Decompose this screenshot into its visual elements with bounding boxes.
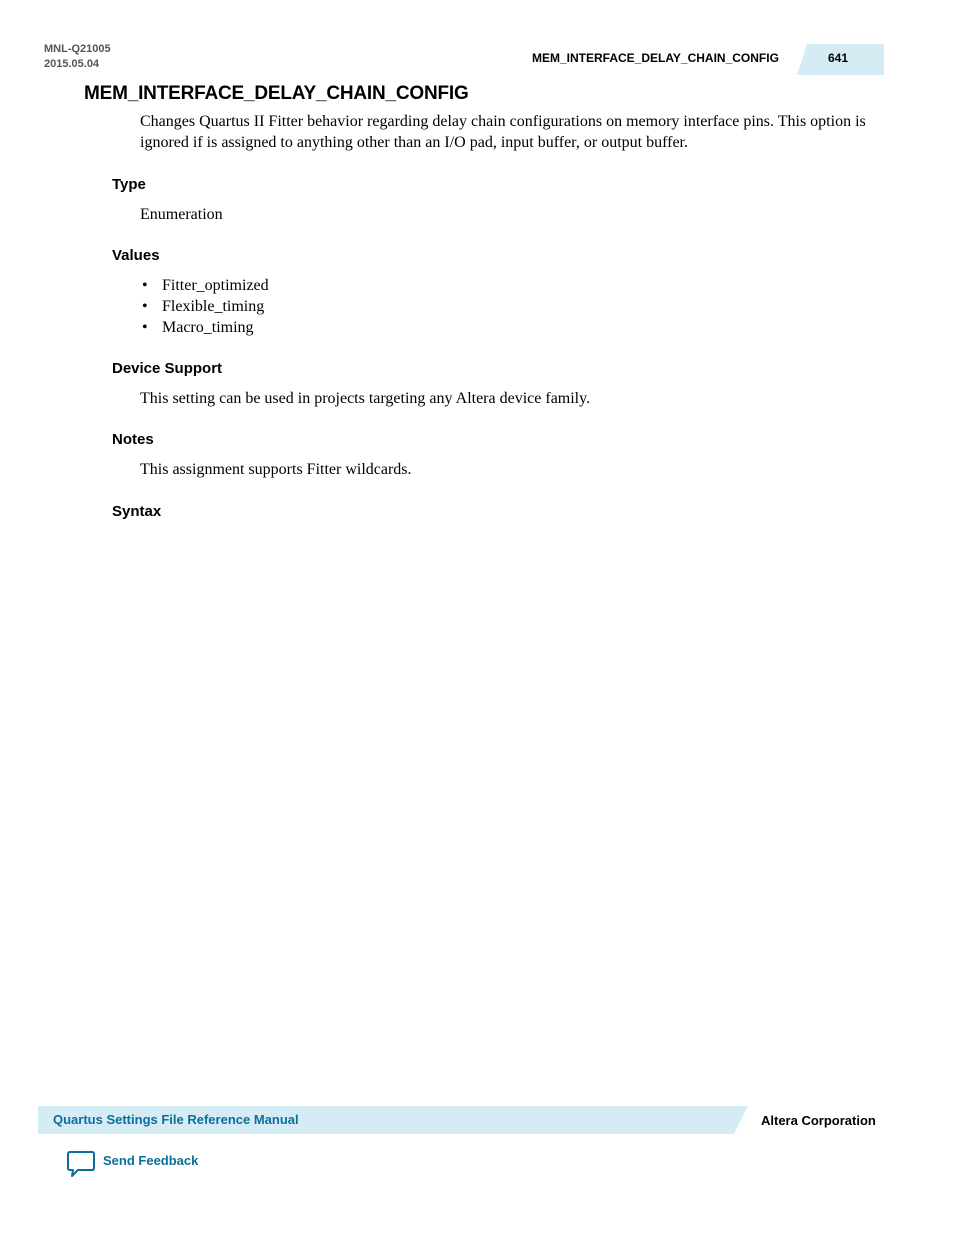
values-heading: Values bbox=[112, 247, 160, 264]
doc-number: MNL-Q21005 bbox=[44, 43, 111, 55]
value-option: Macro_timing bbox=[162, 319, 254, 336]
type-heading: Type bbox=[112, 176, 146, 193]
description-paragraph: Changes Quartus II Fitter behavior regarding delay chain configurations on memory interface pins. This option is ignored if is assigned to anything other than an I/O pad, input buffer, or output buffer. bbox=[140, 113, 866, 151]
list-item bbox=[140, 296, 269, 317]
notes-text: This assignment supports Fitter wildcards. bbox=[140, 461, 412, 478]
send-feedback-link[interactable]: Send Feedback bbox=[103, 1153, 199, 1168]
list-item bbox=[140, 275, 269, 296]
footer-company: Altera Corporation bbox=[761, 1113, 876, 1128]
bullet-icon: • bbox=[142, 277, 148, 294]
value-option: Flexible_timing bbox=[162, 298, 265, 315]
bullet-icon: • bbox=[142, 298, 148, 315]
list-item bbox=[140, 317, 269, 338]
notes-heading: Notes bbox=[112, 431, 154, 448]
page-title: MEM_INTERFACE_DELAY_CHAIN_CONFIG bbox=[84, 83, 469, 104]
type-value: Enumeration bbox=[140, 206, 223, 223]
device-support-heading: Device Support bbox=[112, 360, 223, 377]
page-number: 641 bbox=[828, 51, 849, 65]
device-support-text: This setting can be used in projects targeting any Altera device family. bbox=[140, 390, 591, 407]
running-title: MEM_INTERFACE_DELAY_CHAIN_CONFIG bbox=[532, 51, 779, 65]
footer-manual-title[interactable]: Quartus Settings File Reference Manual bbox=[53, 1112, 299, 1127]
bullet-icon: • bbox=[142, 319, 148, 336]
speech-bubble-icon[interactable] bbox=[66, 1150, 96, 1178]
value-option: Fitter_optimized bbox=[162, 277, 269, 294]
values-list bbox=[140, 275, 269, 338]
doc-id-block bbox=[44, 42, 111, 72]
doc-date: 2015.05.04 bbox=[44, 58, 100, 70]
syntax-heading: Syntax bbox=[112, 503, 162, 520]
